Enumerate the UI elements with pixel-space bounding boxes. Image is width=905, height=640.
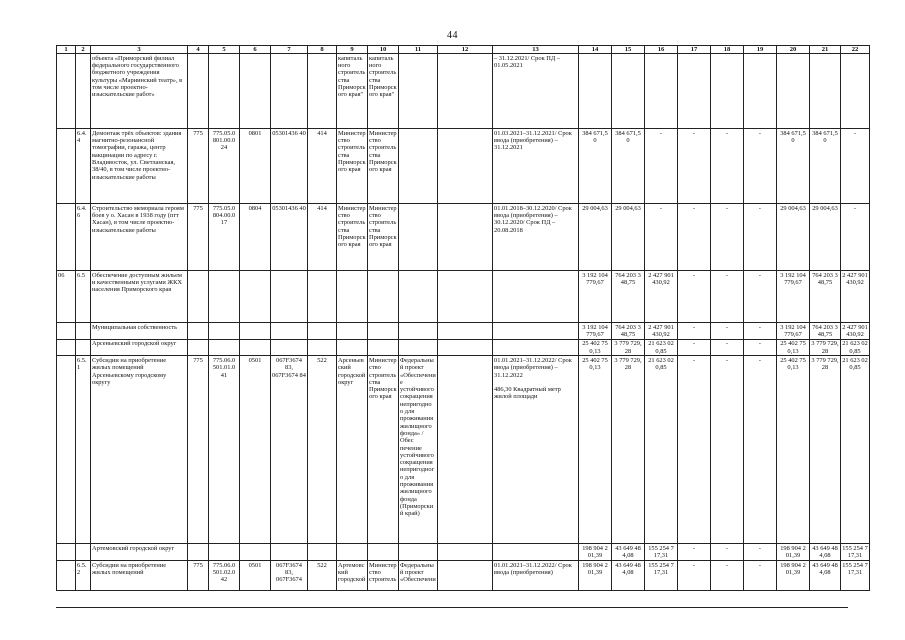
table-cell: - [711,356,744,544]
header-row [57,46,870,54]
table-cell: 067F3674 83, 067F3674 84 [271,356,308,544]
table-cell: 2 427 901 430,92 [842,323,870,339]
table-cell [399,54,438,129]
table-cell [399,204,438,271]
table-cell [337,271,368,323]
table-cell [209,339,240,356]
table-bottom-edge [56,607,848,608]
table-cell: Строительство мемориала героям боев у о. Хасан в 1938 году (пгт Хасан), в том числе проектно-изыскательские работы [91,204,188,271]
table-cell [744,54,777,129]
table-cell [57,544,76,561]
table-cell: 155 254 7 17,31 [645,561,678,591]
table-cell: 01.03.2021–31.12.2021/ Срок ввода (приобретения) – 31.12.2021 [493,129,579,204]
col-header: 21 [810,46,841,54]
table-cell: - [678,561,711,591]
table-cell [438,323,493,340]
table-cell: 764 203 3 48,75 [810,323,841,340]
table-cell: Обеспечение доступным жильем и качественными услугами ЖКХ населения Приморского края [91,271,188,323]
table-cell [810,54,841,129]
table-cell: 43 649 48 4,08 [612,544,645,561]
table-cell: 25 402 75 0,13 [579,339,612,356]
table-cell: - [744,356,777,544]
table-cell: 3 779 729, 28 [810,356,841,544]
table-cell [271,54,308,129]
table-cell: - [678,544,711,561]
table-cell: 067F3674 83, 067F3674 [271,561,308,591]
table-cell: 43 649 48 4,08 [810,561,841,591]
table-cell: 522 [308,561,337,591]
table-cell [57,356,76,544]
table-cell: Министер ство строитель ства Приморск ого края [337,129,368,204]
table-cell: - [711,544,744,561]
col-header: 4 [188,46,209,54]
table-cell [57,339,76,356]
table-cell [612,54,645,129]
table-cell: Арсеньевский городской округ [91,339,188,356]
table-cell: 21 623 02 0,85 [842,340,870,355]
table-cell: - [678,271,711,323]
col-header: 1 [57,46,76,54]
table-cell [579,54,612,129]
table-cell [76,323,91,340]
table-cell: 0501 [240,356,271,544]
col-header: 12 [438,46,493,54]
table-cell: Министер ство строитель ства Приморск ого края [368,356,399,544]
table-cell [678,54,711,129]
table-row [57,356,870,544]
table-cell [271,323,308,340]
table-cell [368,323,399,340]
col-header: 10 [368,46,399,54]
table-cell: 414 [308,204,337,271]
table-cell: 3 192 104 779,67 [579,323,612,340]
table-cell [711,54,744,129]
table-cell [188,271,209,323]
table-cell [493,271,579,323]
table-cell: 6.5.1 [76,356,91,544]
table-row [57,561,870,591]
table-cell: 775 [188,356,209,544]
table-cell [438,129,493,204]
table-cell: Субсидии на приобретение жилых помещений Арсеньевскому городскому округу [91,356,188,544]
table-cell: 0804 [240,204,271,271]
table-cell: Министер ство строитель ства Приморск ого края [368,204,399,271]
table-cell [399,544,438,561]
table-cell: 29 004,63 [777,204,810,271]
table-cell: - [711,129,744,204]
table-cell: капиталь ного строитель ства Приморск ого края" [337,54,368,129]
table-cell: Министер ство строитель ства Приморск ого края [337,204,368,271]
table-cell: 775 [188,204,209,271]
table-cell: - [645,204,678,271]
table-cell: капиталь ного строитель ства Приморск ого края" [368,54,399,129]
table-cell: Муниципальная собственность [91,323,188,340]
table-cell: 01.01.2021–31.12.2022/ Срок ввода (приобретения) [493,561,579,591]
table-cell: 25 402 75 0,13 [777,356,810,544]
table-cell: - [744,544,777,561]
table-cell [57,323,76,340]
col-header: 6 [240,46,271,54]
table-cell: – 31.12.2021/ Срок ПД – 01.05.2021 [493,54,579,129]
col-header: 7 [271,46,308,54]
table-cell: - [645,129,678,204]
table-cell: 43 649 48 4,08 [810,544,841,561]
table-cell [841,54,870,129]
table-cell [209,271,240,323]
col-header: 15 [612,46,645,54]
table-cell [57,204,76,271]
table-cell: 06 [57,271,76,323]
table-cell [57,54,76,129]
table-cell: 0501 [240,561,271,591]
table-cell [645,54,678,129]
table-cell: - [744,271,777,323]
table-cell: - [678,129,711,204]
table-cell [271,544,308,561]
table-cell: - [678,339,711,356]
table-cell: 522 [308,356,337,544]
table-cell [308,323,337,340]
table-cell [337,323,368,340]
table-cell: 775.05.0 801.00.0 24 [209,129,240,204]
table-cell: 414 [308,129,337,204]
table-cell: 29 004,63 [612,204,645,271]
table-cell [76,544,91,561]
table-cell: - [841,129,870,204]
col-header: 11 [399,46,438,54]
table-row [57,271,870,323]
table-cell [209,544,240,561]
table-cell: 25 402 75 0,13 [579,356,612,544]
table-row [57,339,870,356]
table-cell: 775 [188,129,209,204]
table-cell [76,54,91,129]
table-cell: - [744,561,777,591]
col-header: 9 [337,46,368,54]
table-cell [188,323,209,340]
table-cell: 05301436 40 [271,129,308,204]
table-cell: - [744,204,777,271]
table-cell [399,323,438,340]
table-cell: 6.4.4 [76,129,91,204]
table-cell [240,271,271,323]
table-cell: Министер ство строитель ства Приморск ого края [368,129,399,204]
table-cell: Артемовский городской округ [91,544,188,561]
table-row [57,129,870,204]
table-cell: 198 904 2 01,39 [579,561,612,591]
table-cell: Демонтаж трёх объектов: здания магнитно-резонансной томографии, гаража, центр вакцинации по адресу г. Владивосток, ул. Светланская, 38/40, в том числе проектно-изыскательские работы [91,129,188,204]
table-cell [57,561,76,591]
table-cell: 29 004,63 [579,204,612,271]
table-row [57,54,870,129]
table-cell [438,339,493,356]
table-cell [209,54,240,129]
col-header: 19 [744,46,777,54]
table-cell: - [678,356,711,544]
table-cell: Субсидии на приобретение жилых помещений [91,561,188,591]
page-bottom-crop [0,607,905,640]
table-cell [209,323,240,340]
col-header: 2 [76,46,91,54]
table-cell [240,544,271,561]
table-cell [399,129,438,204]
table-cell [368,271,399,323]
table-cell: 155 254 7 17,31 [645,544,678,561]
table-cell [399,339,438,356]
table-row [57,544,870,561]
table-cell: - [711,323,744,340]
table-cell: 25 402 75 0,13 [777,339,810,356]
table-cell [271,271,308,323]
table-cell [57,129,76,204]
table-cell: 384 671,5 0 [579,129,612,204]
table-cell [308,339,337,356]
table-cell: 384 671,5 0 [777,129,810,204]
col-header: 16 [645,46,678,54]
table-cell: 21 623 02 0,85 [841,356,870,544]
table-cell [438,54,493,129]
table-cell [368,339,399,356]
table-cell: 3 779 729, 28 [612,339,645,356]
col-header: 13 [493,46,579,54]
table-cell: 764 203 3 48,75 [810,271,841,323]
table-cell: Федеральны й проект «Обеспечени е устойчивого сокращения непригодно о для проживания жилищного фонда» /Обес печение устойчивого сокращения непригодног о для проживания жилищного фонда (Приморский край) [399,356,438,544]
table-cell: - [841,204,870,271]
table-cell [493,544,579,561]
table-cell: 0801 [240,129,271,204]
col-header: 22 [841,46,870,54]
table-body [57,54,870,591]
table-cell: 155 254 7 17,31 [842,544,870,560]
table-cell: Арсеньев ский городской округ [337,356,368,544]
table-cell [493,339,579,356]
table-cell: - [711,271,744,323]
col-header: 3 [91,46,188,54]
budget-table [56,45,870,591]
table-cell: 2 427 901 430,92 [645,323,678,340]
table-cell: 764 203 3 48,75 [612,271,645,323]
table-cell: 6.5.2 [76,561,91,591]
table-cell: 6.5 [76,271,91,323]
table-cell: Артемовс кий городской [337,561,368,591]
table-cell: 198 904 2 01,39 [579,544,612,561]
table-cell: 764 203 3 48,75 [612,323,645,340]
col-header: 20 [777,46,810,54]
table-cell: 3 192 104 779,67 [579,271,612,323]
table-cell [308,544,337,561]
table-cell [240,54,271,129]
table-cell: - [678,204,711,271]
table-cell: 775.06.0 501.02.0 42 [209,561,240,591]
col-header: 18 [711,46,744,54]
table-cell: 3 192 104 779,67 [777,271,810,323]
table-cell: 198 904 2 01,39 [777,561,810,591]
table-cell: - [744,323,777,340]
col-header: 5 [209,46,240,54]
table-cell [438,544,493,561]
table-row [57,204,870,271]
table-cell: - [711,204,744,271]
table-cell: 29 004,63 [810,204,841,271]
table-cell: 155 254 7 17,31 [841,561,870,591]
table-cell: 3 779 729, 28 [612,356,645,544]
table-cell: - [744,339,777,356]
table-cell: 3 779 729, 28 [811,340,841,355]
table-cell [240,323,271,340]
table-cell [308,271,337,323]
table-cell: 384 671,5 0 [612,129,645,204]
table-cell: - [744,129,777,204]
col-header: 14 [579,46,612,54]
table-cell: 198 904 2 01,39 [777,544,810,561]
table-cell [399,271,438,323]
table-cell: 21 623 02 0,85 [645,356,678,544]
col-header: 8 [308,46,337,54]
table-cell: объекта «Приморский филиал федерального государственного бюджетного учреждения культуры «Мариинский театр», в том числе проектно-изыскательские работ» [91,54,188,129]
table-cell: 775.06.0 501.01.0 41 [209,356,240,544]
table-cell [240,339,271,356]
table-cell [188,544,209,561]
table-cell [337,544,368,561]
col-header: 17 [678,46,711,54]
table-cell: - [711,561,744,591]
table-cell [308,54,337,129]
table-cell: 2 427 901 430,92 [841,271,870,323]
table-row [57,323,870,340]
table-cell [777,54,810,129]
table-cell: 21 623 02 0,85 [645,339,678,356]
table-cell: 3 192 104 779,67 [777,323,810,340]
table-cell [188,54,209,129]
table-cell: 01.01.2021–31.12.2022/ Срок ввода (приобретения) – 31.12.2022 486,30 Квадратный метр жилой площади [493,356,579,544]
table-cell: 384 671,5 0 [810,129,841,204]
table-cell: 2 427 901 430,92 [645,271,678,323]
table-cell: 05301436 40 [271,204,308,271]
table-cell: 775.05.0 804.00.0 17 [209,204,240,271]
table-cell: 6.4.6 [76,204,91,271]
table-cell [438,204,493,271]
table-cell: Министер ство строитель [368,561,399,591]
table-cell [493,323,579,340]
table-cell: - [678,323,711,340]
table-cell: 43 649 48 4,08 [612,561,645,591]
table-cell [337,339,368,356]
table-cell: Федеральны й проект «Обеспечени [399,561,438,591]
table-cell: 775 [188,561,209,591]
table-cell [271,339,308,356]
table-cell [438,561,493,591]
table-cell [368,544,399,561]
table-cell: - [711,339,744,356]
table-cell: 01.01.2018–30.12.2020/ Срок ввода (приобретения) – 30.12.2020/ Срок ПД – 20.08.2018 [493,204,579,271]
table-cell [438,271,493,323]
table-cell [188,339,209,356]
page-number: 44 [447,30,458,41]
table-cell [76,339,91,356]
table-cell [438,356,493,544]
